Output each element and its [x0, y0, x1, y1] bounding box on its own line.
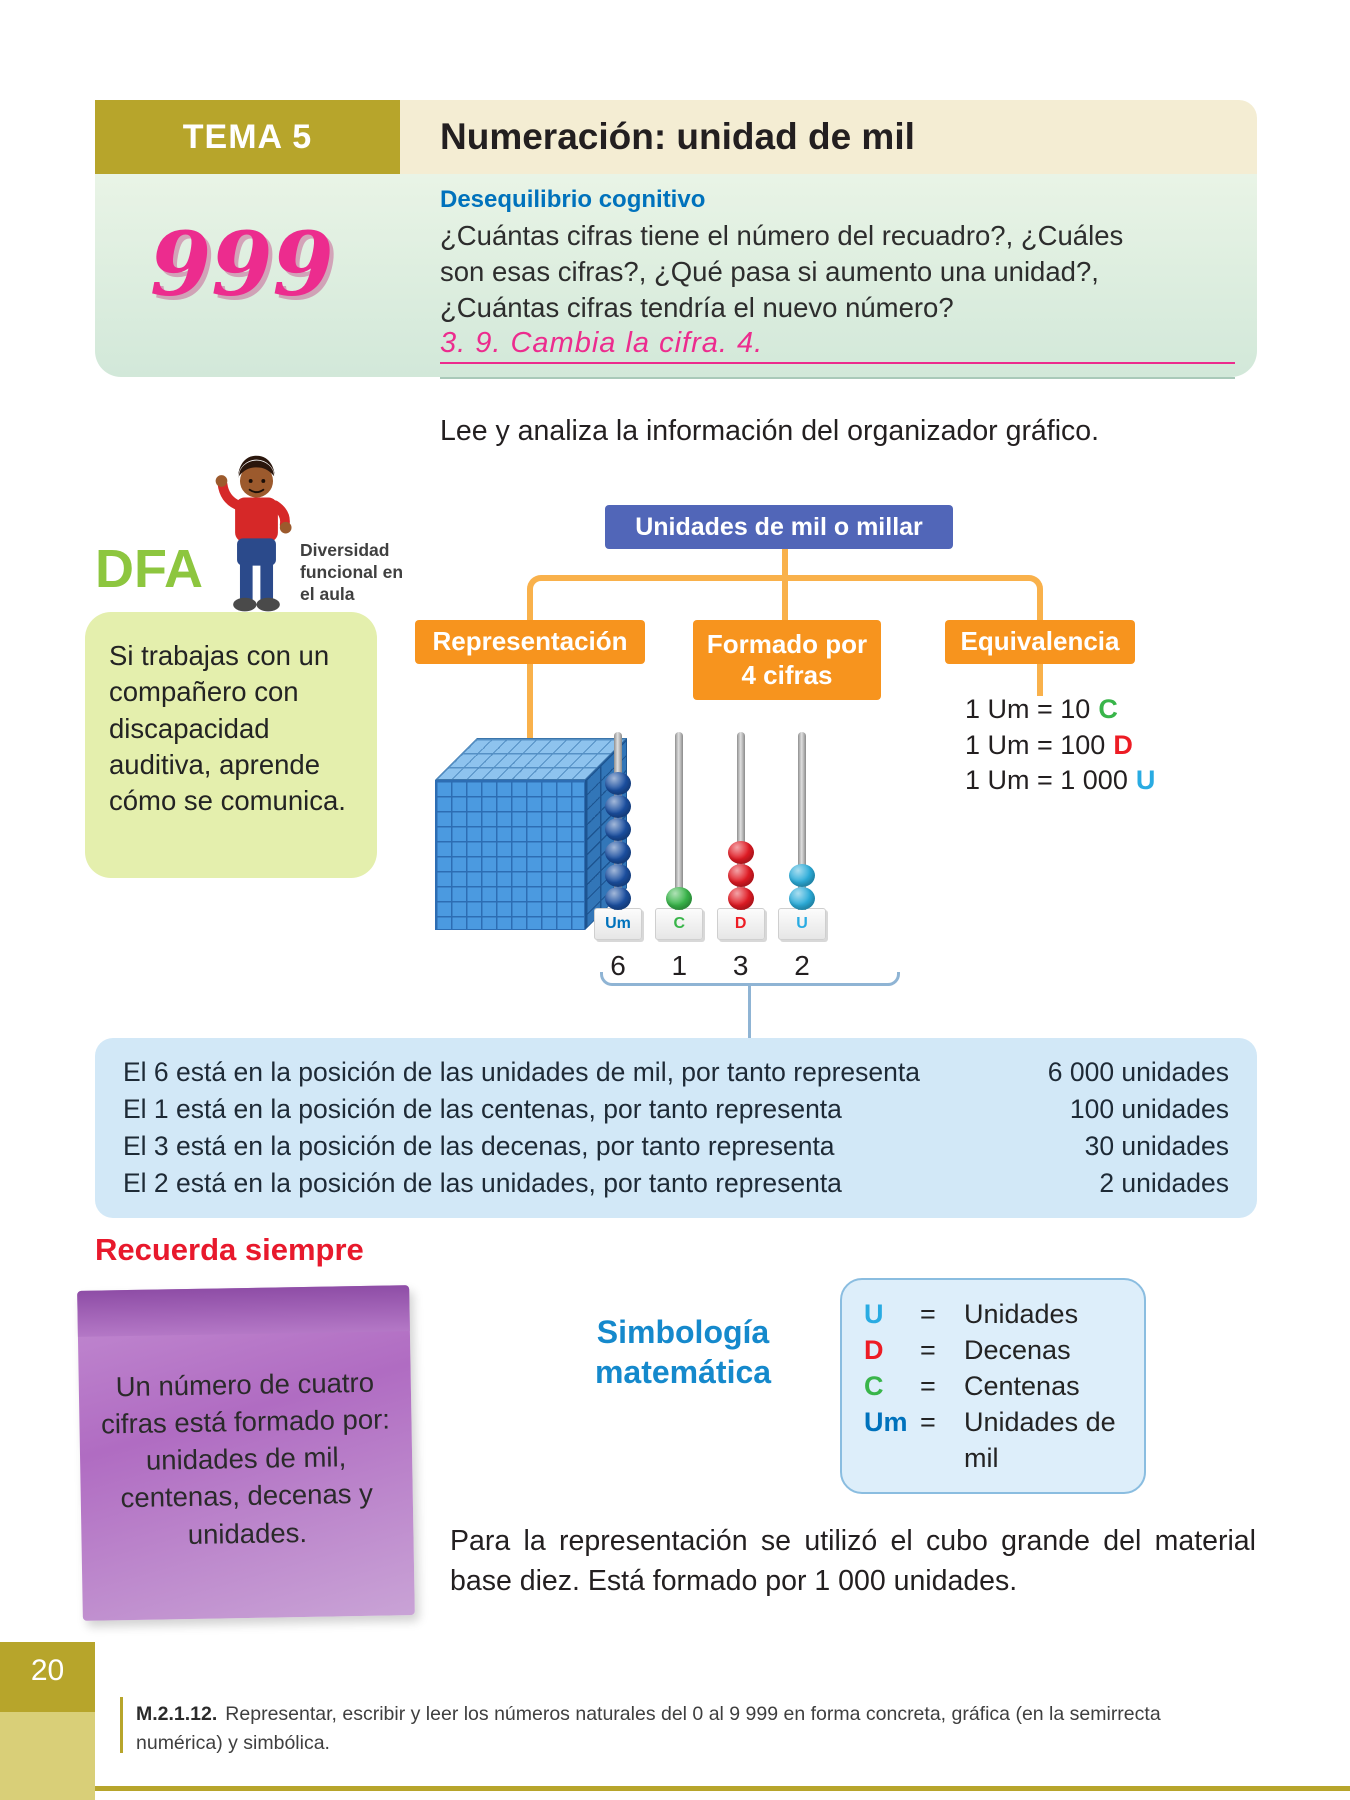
abacus-rod-label: Um — [594, 908, 642, 940]
answer-rule-line — [440, 377, 1235, 379]
closing-paragraph: Para la representación se utilizó el cubo grande del material base diez. Está formado por 1 000 unidades. — [450, 1525, 1256, 1597]
abacus-bead — [666, 887, 692, 910]
graphic-organizer — [95, 480, 1257, 1045]
abacus-bead — [605, 864, 631, 887]
symbol-label: Centenas — [964, 1371, 1080, 1401]
tema-label: TEMA 5 — [182, 117, 313, 156]
intro-question: ¿Cuántas cifras tiene el número del recuadro?, ¿Cuáles son esas cifras?, ¿Qué pasa si aumento una unidad?, ¿Cuántas cifras tendría el nuevo número? — [440, 220, 1124, 323]
cube-front-face — [435, 780, 585, 930]
symbol: Um — [864, 1407, 908, 1437]
equivalence-list — [965, 692, 1155, 799]
sticky-note — [77, 1285, 415, 1621]
symbol: U — [864, 1299, 884, 1329]
abacus-rod — [590, 732, 646, 982]
abacus-rod — [713, 732, 769, 982]
footer-description: Representar, escribir y leer los números naturales del 0 al 9 999 en forma concreta, gráfica (en la semirrecta numérica) y simbólica. — [136, 1703, 1161, 1755]
footer-code: M.2.1.12. — [136, 1703, 218, 1725]
equivalence-unit: C — [1098, 694, 1118, 724]
symbol-label: Decenas — [964, 1335, 1071, 1365]
abacus-bead — [789, 864, 815, 887]
branch-representacion: Representación — [415, 620, 645, 664]
symbol-row — [864, 1404, 1122, 1476]
simbologia-heading-line2: matemática — [594, 1354, 772, 1390]
equivalence-row — [965, 763, 1155, 799]
connector-representacion-drop — [527, 664, 533, 738]
abacus-rod-label: C — [655, 908, 703, 940]
position-value: 6 000 unidades — [1047, 1057, 1229, 1087]
tema-banner — [95, 100, 400, 174]
abacus-rod-label: U — [778, 908, 826, 940]
simbologia-box — [840, 1278, 1146, 1494]
equivalence-expression: 1 Um = 1 000 — [965, 765, 1128, 796]
abacus-digit: 3 — [732, 950, 749, 981]
abacus-bead — [605, 841, 631, 864]
abacus — [590, 732, 830, 982]
equivalence-unit: D — [1113, 729, 1133, 760]
dfa-note-box: Si trabajas con un compañero con discapacidad auditiva, aprende cómo se comunica. — [85, 612, 377, 878]
abacus-digit: 6 — [610, 950, 626, 981]
sticky-note-curl — [77, 1285, 410, 1337]
bottom-gold-rule — [95, 1786, 1350, 1791]
symbol-row — [864, 1368, 1122, 1404]
equals-sign: = — [920, 1407, 936, 1437]
abacus-digit: 2 — [794, 950, 810, 981]
simbologia-heading-line1: Simbología — [596, 1314, 770, 1350]
symbol-row — [864, 1296, 1122, 1332]
abacus-rod-bar — [675, 732, 683, 910]
position-text: El 2 está en la posición de las unidades, por tanto representa — [123, 1168, 842, 1198]
position-text: El 1 está en la posición de las centenas, por tanto representa — [123, 1094, 842, 1124]
branch-formado-por: Formado por 4 cifras — [693, 620, 881, 700]
recuerda-heading: Recuerda siempre — [95, 1232, 364, 1267]
number-999: 999 — [150, 212, 334, 316]
page-title-strip — [400, 100, 1257, 174]
position-row — [123, 1091, 1229, 1128]
connector-horizontal — [527, 575, 1043, 620]
intro-content — [440, 186, 1240, 379]
position-row — [123, 1128, 1229, 1165]
positions-info-box — [95, 1038, 1257, 1218]
position-text: El 3 está en la posición de las decenas, por tanto representa — [123, 1131, 835, 1161]
position-text: El 6 está en la posición de las unidades de mil, por tanto representa — [123, 1057, 920, 1087]
lead-sentence: Lee y analiza la información del organizador gráfico. — [440, 415, 1100, 447]
abacus-bead — [728, 864, 754, 887]
position-row — [123, 1165, 1229, 1202]
equivalence-unit: U — [1135, 765, 1156, 796]
handwritten-answer: 3. 9. Cambia la cifra. 4. — [440, 327, 1235, 364]
symbol-label: Unidades — [964, 1299, 1079, 1329]
footer-separator-line — [120, 1697, 123, 1753]
equals-sign: = — [920, 1335, 936, 1365]
equals-sign: = — [920, 1371, 936, 1401]
sticky-note-text: Un número de cuatro cifras está formado por: unidades de mil, centenas, decenas y unidades. — [100, 1366, 391, 1550]
abacus-bead — [728, 841, 754, 864]
simbologia-heading — [548, 1312, 818, 1392]
dfa-subtitle: Diversidad funcional en el aula — [300, 540, 404, 604]
abacus-bead — [789, 887, 815, 910]
equivalence-row — [965, 728, 1155, 764]
page-title: Numeración: unidad de mil — [440, 116, 915, 157]
abacus-bead — [728, 887, 754, 910]
abacus-rod — [774, 732, 830, 982]
position-value: 2 unidades — [1099, 1168, 1229, 1198]
abacus-digit: 1 — [671, 950, 688, 981]
organizer-root-box: Unidades de mil o millar — [605, 505, 953, 549]
abacus-bead — [605, 818, 631, 841]
abacus-rod-label: D — [717, 908, 765, 940]
symbol-row — [864, 1332, 1122, 1368]
branch-equivalencia: Equivalencia — [945, 620, 1135, 664]
abacus-bead — [605, 795, 631, 818]
abacus-bead — [605, 887, 631, 910]
symbol: C — [864, 1371, 884, 1401]
page-number-tab — [0, 1642, 95, 1800]
intro-heading: Desequilibrio cognitivo — [440, 186, 706, 213]
footer-standard — [136, 1700, 1221, 1759]
abacus-rod — [651, 732, 707, 982]
page-number: 20 — [30, 1654, 65, 1687]
intro-box — [95, 174, 1257, 377]
symbol-label: Unidades de mil — [964, 1407, 1116, 1473]
abacus-bead — [605, 772, 631, 795]
equals-sign: = — [920, 1299, 936, 1329]
dfa-title: DFA — [95, 539, 203, 599]
equivalence-expression: 1 Um = 100 — [965, 729, 1106, 760]
equivalence-row — [965, 692, 1155, 728]
abacus-bracket-drop — [748, 984, 751, 1040]
position-row — [123, 1054, 1229, 1091]
symbol: D — [864, 1335, 884, 1365]
position-value: 30 unidades — [1084, 1131, 1229, 1161]
equivalence-expression: 1 Um = 10 — [965, 694, 1091, 724]
position-value: 100 unidades — [1069, 1094, 1229, 1124]
